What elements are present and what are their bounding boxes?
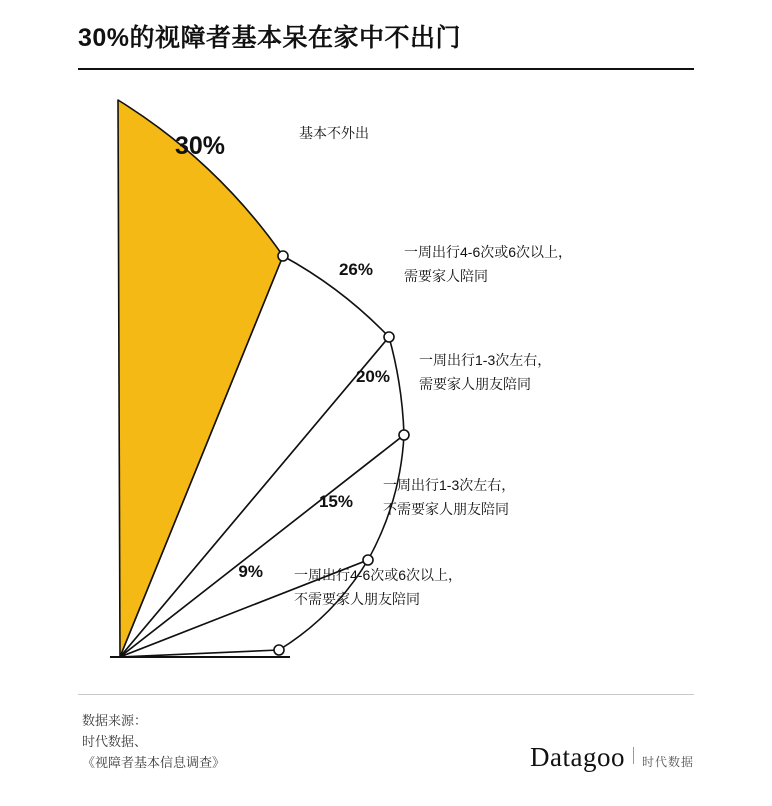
page-title: 30%的视障者基本呆在家中不出门 (78, 24, 462, 52)
slice-marker-1 (278, 251, 288, 261)
brand-subtitle: 时代数据 (641, 755, 694, 769)
footer-divider (78, 694, 694, 695)
source-line-3: 《视障者基本信息调查》 (82, 755, 226, 770)
fan-pie-chart (0, 60, 772, 690)
slice-label-3-line2: 需要家人朋友陪同 (419, 376, 531, 392)
slice-value-2: 26% (338, 260, 373, 279)
slice-value-5: 9% (238, 562, 263, 581)
brand-divider (633, 747, 634, 764)
slice-marker-2 (384, 332, 394, 342)
source-line-1: 数据来源： (82, 713, 148, 728)
slice-label-2-line1: 一周出行4-6次或6次以上， (404, 244, 573, 260)
slice-label-4-line2: 不需要家人朋友陪同 (383, 501, 509, 517)
slice-marker-4 (363, 555, 373, 565)
slice-label-3-line1: 一周出行1-3次左右， (419, 352, 552, 368)
source-line-2: 时代数据、 (82, 734, 148, 749)
slice-marker-5 (274, 645, 284, 655)
slice-label-4-line1: 一周出行1-3次左右， (383, 477, 516, 493)
slice-value-1: 30% (174, 132, 226, 160)
slice-label-1-line1: 基本不外出 (299, 125, 369, 141)
slice-value-3: 20% (355, 367, 390, 386)
brand-name: Datagoo (530, 742, 625, 772)
slice-marker-3 (399, 430, 409, 440)
source-note (82, 710, 225, 773)
slice-label-2-line2: 需要家人陪同 (404, 268, 488, 284)
slice-label-5-line2: 不需要家人朋友陪同 (294, 591, 420, 607)
slice-value-4: 15% (318, 492, 353, 511)
slice-label-5-line1: 一周出行4-6次或6次以上， (294, 567, 463, 583)
brand-logo (530, 742, 694, 773)
